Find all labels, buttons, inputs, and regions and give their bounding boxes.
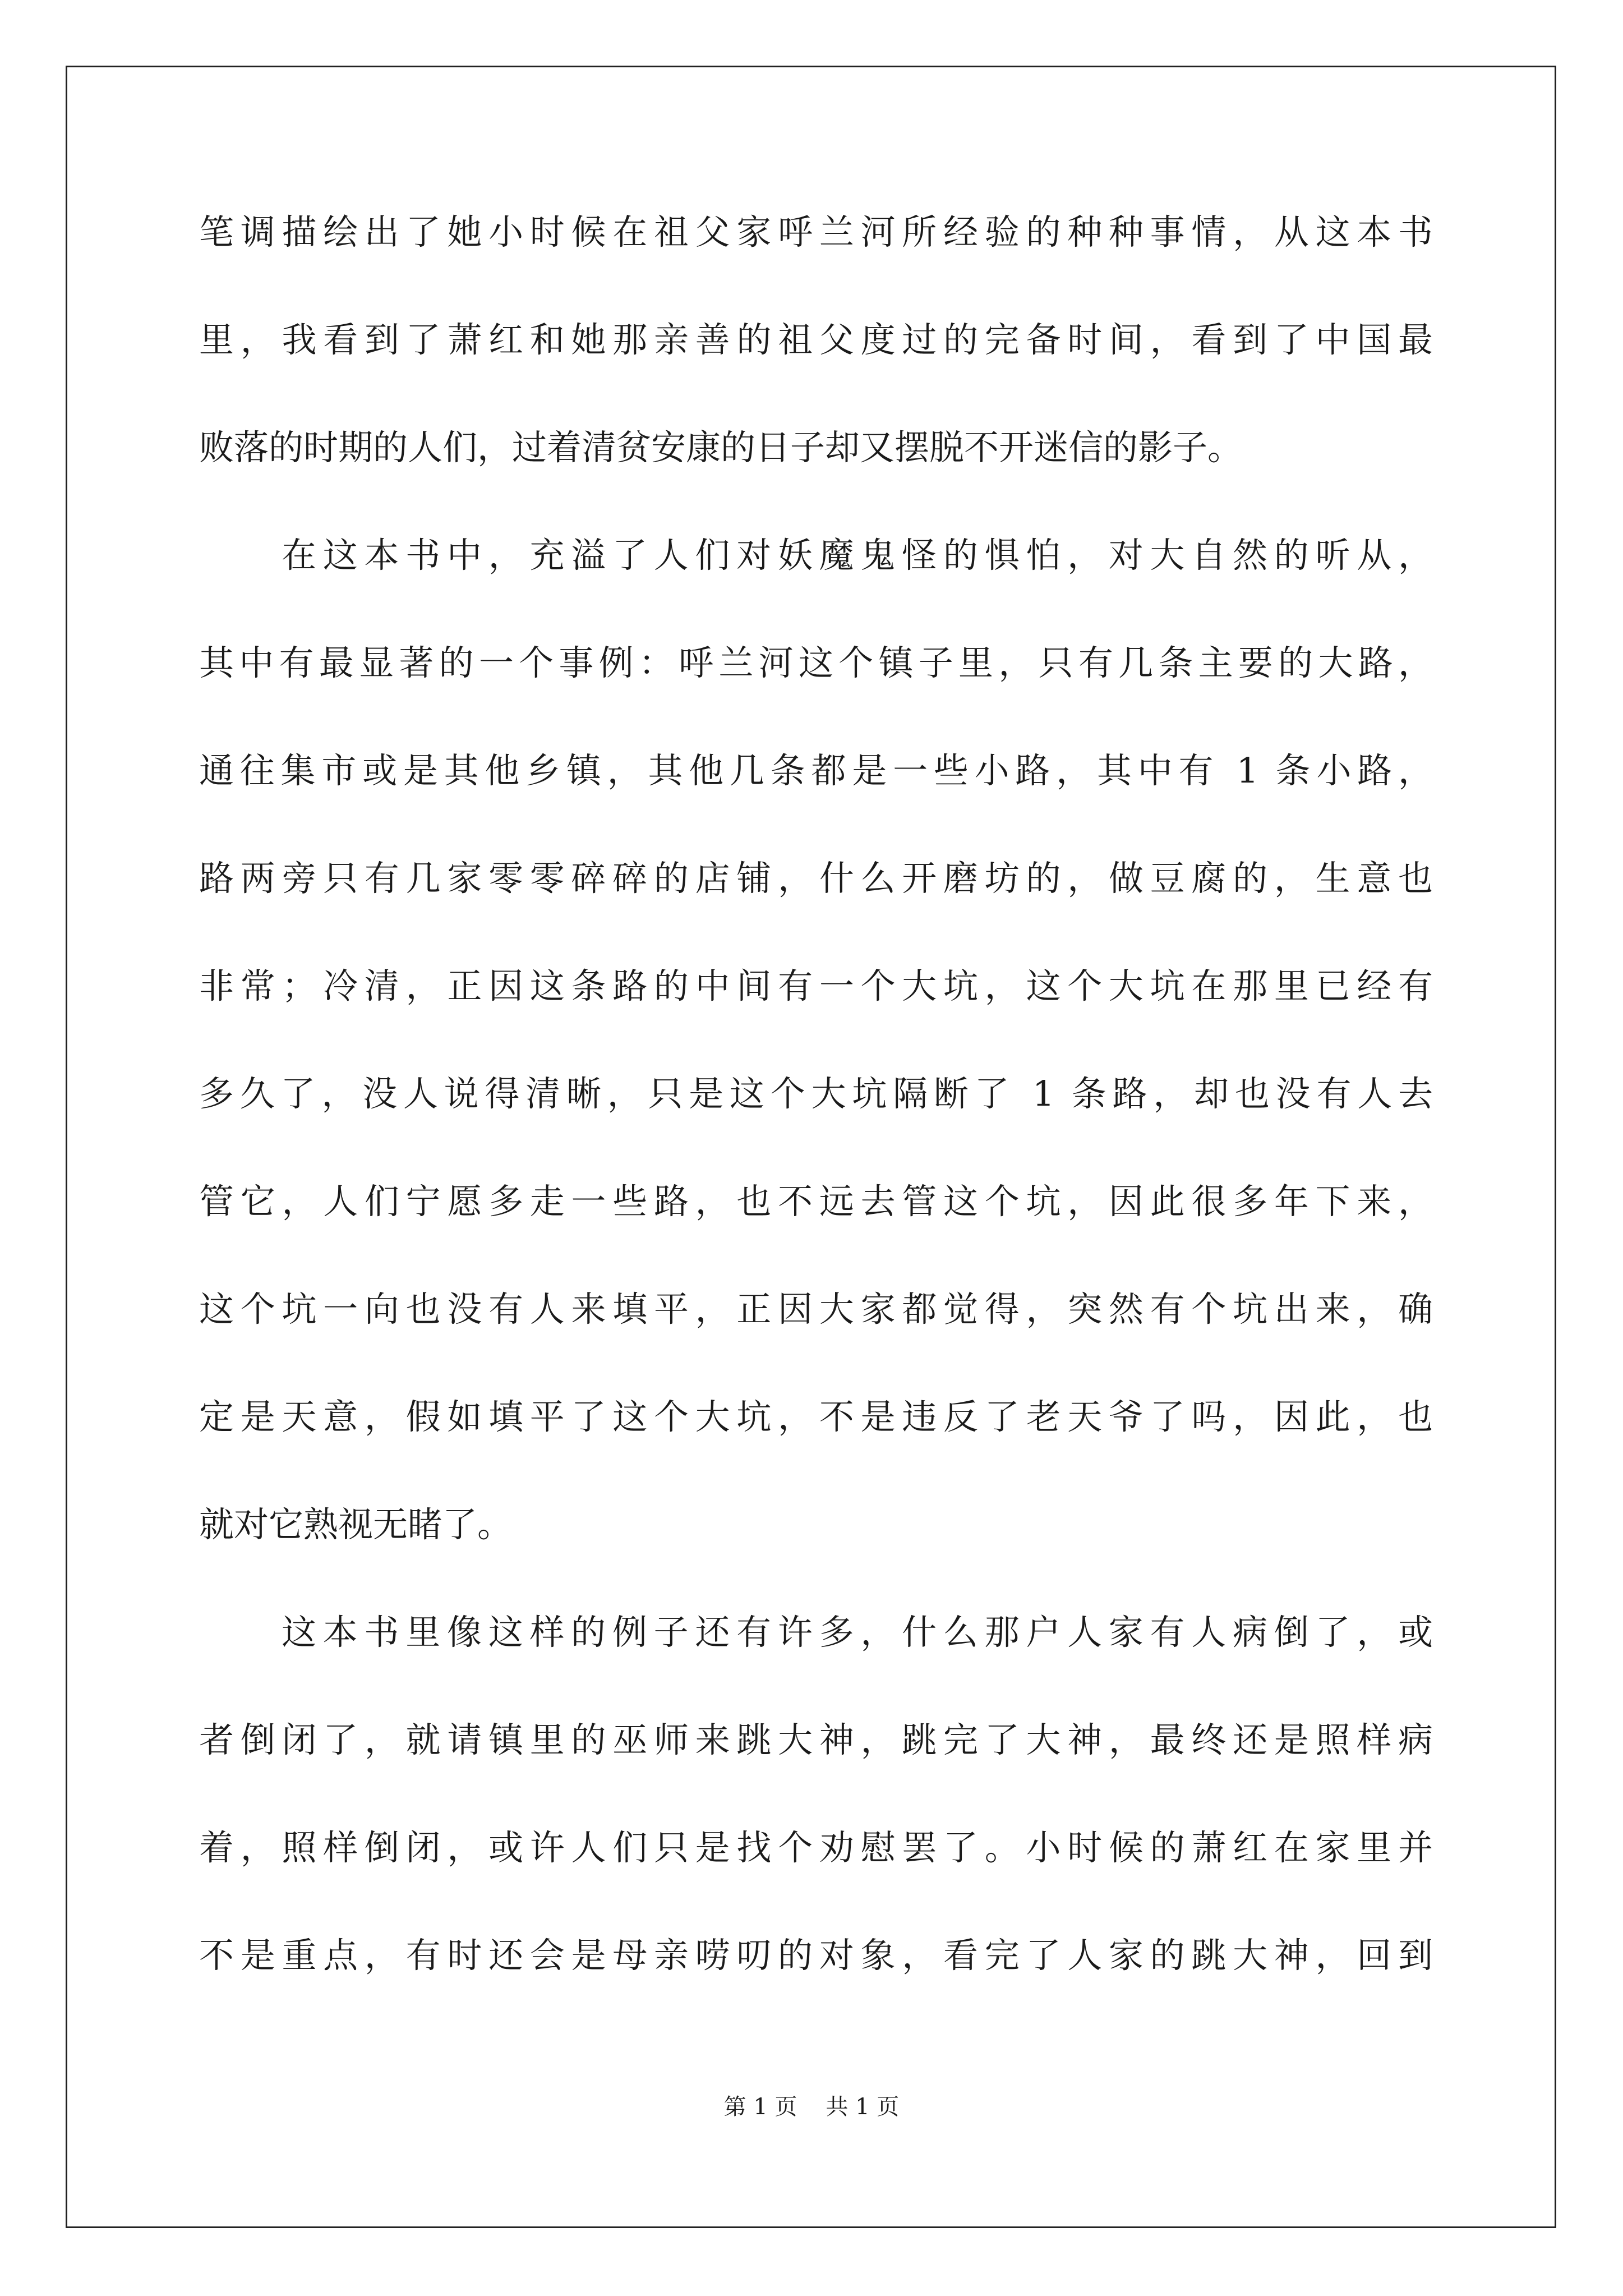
page-total: 共 1 页 <box>826 2094 900 2120</box>
text-line: 就对它熟视无睹了。 <box>199 1504 513 1545</box>
text-line: 通往集市或是其他乡镇，其他几条都是一些小路，其中有 1 条小路， <box>199 750 1433 791</box>
text-line: 着，照样倒闭，或许人们只是找个劝慰罢了。小时候的萧红在家里并 <box>199 1827 1433 1868</box>
text-line: 路两旁只有几家零零碎碎的店铺，什么开磨坊的，做豆腐的，生意也 <box>199 858 1433 899</box>
text-line: 多久了，没人说得清晰，只是这个大坑隔断了 1 条路，却也没有人去 <box>199 1073 1433 1114</box>
paragraph-first-line: 在这本书中，充溢了人们对妖魔鬼怪的惧怕，对大自然的听从， <box>282 535 1433 576</box>
text-line: 里，我看到了萧红和她那亲善的祖父度过的完备时间，看到了中国最 <box>199 319 1433 360</box>
page-footer <box>0 2093 1623 2120</box>
text-line: 非常；冷清，正因这条路的中间有一个大坑，这个大坑在那里已经有 <box>199 965 1433 1006</box>
paragraph-first-line: 这本书里像这样的例子还有许多，什么那户人家有人病倒了，或 <box>282 1612 1433 1653</box>
text-line: 者倒闭了，就请镇里的巫师来跳大神，跳完了大神，最终还是照样病 <box>199 1719 1433 1760</box>
text-line: 笔调描绘出了她小时候在祖父家呼兰河所经验的种种事情，从这本书 <box>199 211 1433 252</box>
text-line: 定是天意，假如填平了这个大坑，不是违反了老天爷了吗，因此，也 <box>199 1396 1433 1437</box>
text-line: 管它，人们宁愿多走一些路，也不远去管这个坑，因此很多年下来， <box>199 1181 1433 1222</box>
document-body <box>199 211 1433 1976</box>
text-line: 败落的时期的人们，过着清贫安康的日子却又摆脱不开迷信的影子。 <box>199 427 1243 468</box>
page-number: 第 1 页 <box>723 2094 797 2120</box>
text-line: 其中有最显著的一个事例：呼兰河这个镇子里，只有几条主要的大路， <box>199 642 1433 683</box>
text-line: 这个坑一向也没有人来填平，正因大家都觉得，突然有个坑出来，确 <box>199 1289 1433 1329</box>
text-line: 不是重点，有时还会是母亲唠叨的对象，看完了人家的跳大神，回到 <box>199 1935 1433 1976</box>
